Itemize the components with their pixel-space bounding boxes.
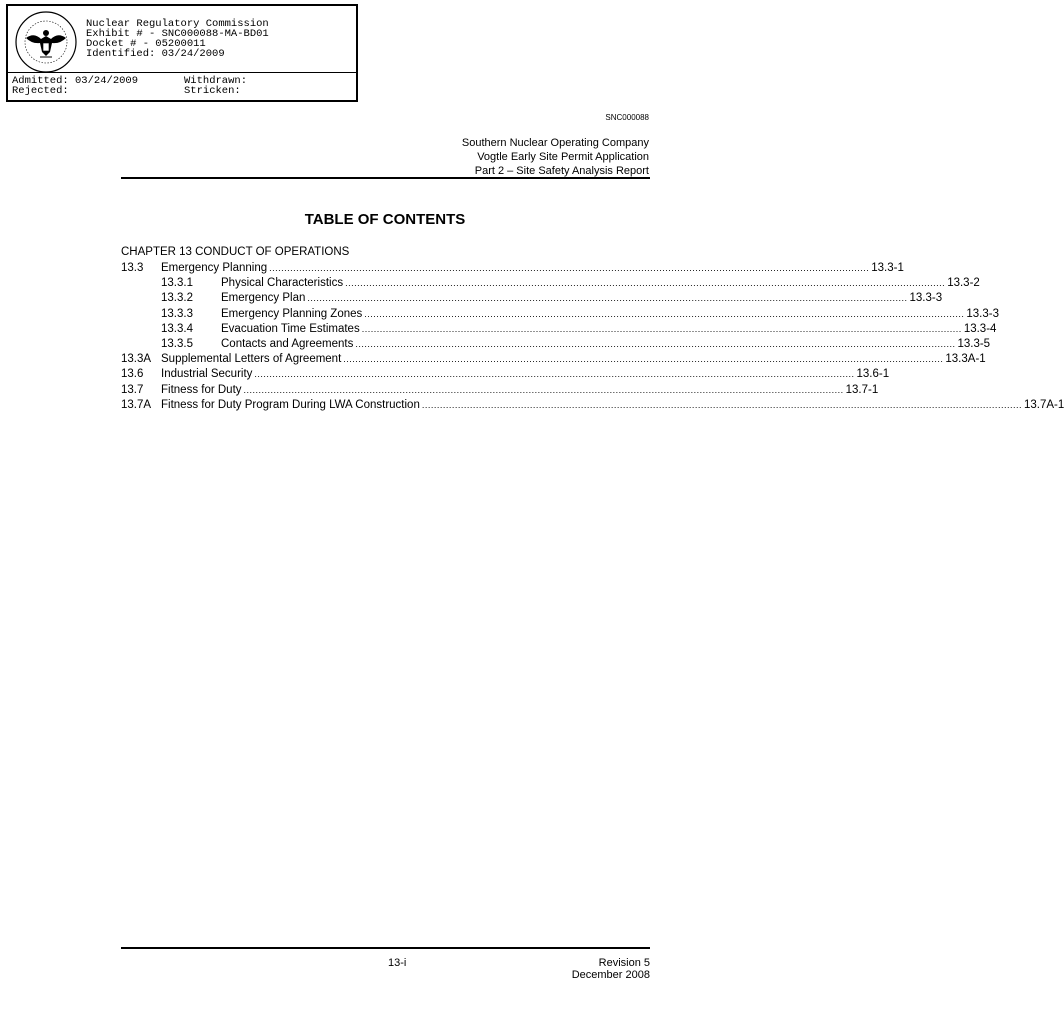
toc-entry-label: Emergency Planning Zones xyxy=(221,307,363,320)
stamp-stricken: Stricken: xyxy=(184,85,241,97)
toc-entry-number: 13.3.5 xyxy=(161,337,193,350)
header-part: Part 2 – Site Safety Analysis Report xyxy=(474,165,649,177)
toc-entry xyxy=(121,292,943,307)
nrc-seal-icon xyxy=(14,10,78,74)
stamp-admitted: Admitted: 03/24/2009 xyxy=(12,75,139,87)
toc-entry-number: 13.3.1 xyxy=(161,277,193,290)
toc-entry-label: Contacts and Agreements xyxy=(221,337,354,350)
toc-leader-dots: ........................................................................................................................................................................................................ xyxy=(345,278,946,289)
toc-leader-dots: ........................................................................................................................................................................................................ xyxy=(421,399,1022,410)
stamp-agency: Nuclear Regulatory Commission xyxy=(86,18,269,30)
toc-leader-dots: ........................................................................................................................................................................................................ xyxy=(307,293,908,304)
toc-leader-dots: ........................................................................................................................................................................................................ xyxy=(361,323,962,334)
toc-entry-number: 13.3.3 xyxy=(161,307,193,320)
stamp-rejected: Rejected: xyxy=(12,85,69,97)
toc-leader-dots: ........................................................................................................................................................................................................ xyxy=(243,384,844,395)
revision-block xyxy=(572,957,650,981)
toc-entry-page: 13.6-1 xyxy=(856,368,890,381)
document-header xyxy=(462,136,649,178)
toc-entry xyxy=(121,398,1064,414)
toc-entry-page: 13.3-3 xyxy=(966,307,999,320)
toc-leader-dots: ........................................................................................................................................................................................................ xyxy=(269,263,870,273)
stamp-status xyxy=(12,76,352,96)
toc-entry-page: 13.3-5 xyxy=(957,337,991,350)
toc-entry-label: Fitness for Duty Program During LWA Construction xyxy=(161,398,420,411)
footer-rule xyxy=(121,947,650,949)
toc-entry xyxy=(121,383,879,399)
page-number: 13-i xyxy=(388,957,407,969)
toc-title: TABLE OF CONTENTS xyxy=(304,211,466,228)
toc-leader-dots: ........................................................................................................................................................................................................ xyxy=(355,338,956,349)
toc-entry-number: 13.3A xyxy=(121,353,152,366)
toc-entry-label: Fitness for Duty xyxy=(161,383,242,396)
toc-entry xyxy=(121,368,890,383)
toc-entry-label: Emergency Plan xyxy=(221,292,306,305)
toc-entry-number: 13.7 xyxy=(121,383,144,396)
toc-entry-number: 13.3.4 xyxy=(161,322,193,335)
toc-entry xyxy=(121,353,986,368)
reference-code: SNC000088 xyxy=(605,113,649,122)
toc-entry-number: 13.3.2 xyxy=(161,292,193,305)
revision-label: Revision 5 xyxy=(598,957,650,969)
toc-entry-number: 13.6 xyxy=(121,368,144,381)
toc-entry-label: Physical Characteristics xyxy=(221,277,344,290)
toc-entry xyxy=(121,322,997,338)
toc-entry-label: Supplemental Letters of Agreement xyxy=(161,353,342,366)
stamp-header xyxy=(8,6,356,73)
toc-entry-page: 13.3-2 xyxy=(947,277,980,290)
toc-list xyxy=(121,262,1064,414)
toc-entry-page: 13.3-3 xyxy=(909,292,943,305)
stamp-docket: Docket # - 05200011 xyxy=(86,38,206,50)
toc-entry-page: 13.3-1 xyxy=(871,262,904,274)
toc-entry-number: 13.7A xyxy=(121,398,152,411)
toc-entry-page: 13.7A-1 xyxy=(1023,398,1064,411)
toc-entry-page: 13.7-1 xyxy=(845,383,879,396)
stamp-withdrawn: Withdrawn: xyxy=(184,75,248,87)
toc-leader-dots: ........................................................................................................................................................................................................ xyxy=(343,354,944,365)
exhibit-stamp xyxy=(6,4,358,102)
toc-leader-dots: ........................................................................................................................................................................................................ xyxy=(254,369,855,380)
stamp-details xyxy=(86,19,269,59)
stamp-identified: Identified: 03/24/2009 xyxy=(86,48,225,60)
toc-entry-label: Emergency Planning xyxy=(161,262,268,274)
toc-entry-page: 13.3A-1 xyxy=(945,353,986,366)
header-company: Southern Nuclear Operating Company xyxy=(461,137,649,149)
toc-leader-dots: ........................................................................................................................................................................................................ xyxy=(364,308,965,319)
header-project: Vogtle Early Site Permit Application xyxy=(477,151,649,163)
header-rule xyxy=(121,177,650,179)
toc-entry-label: Industrial Security xyxy=(161,368,253,381)
toc-entry-number: 13.3 xyxy=(121,262,144,274)
toc-entry-label: Evacuation Time Estimates xyxy=(221,322,360,335)
toc-entry xyxy=(121,337,991,353)
stamp-exhibit: Exhibit # - SNC000088-MA-BD01 xyxy=(86,28,269,40)
chapter-title: CHAPTER 13 CONDUCT OF OPERATIONS xyxy=(121,246,350,258)
toc-entry-page: 13.3-4 xyxy=(963,322,997,335)
toc-entry xyxy=(121,277,980,292)
toc-entry xyxy=(121,262,904,277)
revision-date: December 2008 xyxy=(571,969,650,981)
toc-entry xyxy=(121,307,999,323)
